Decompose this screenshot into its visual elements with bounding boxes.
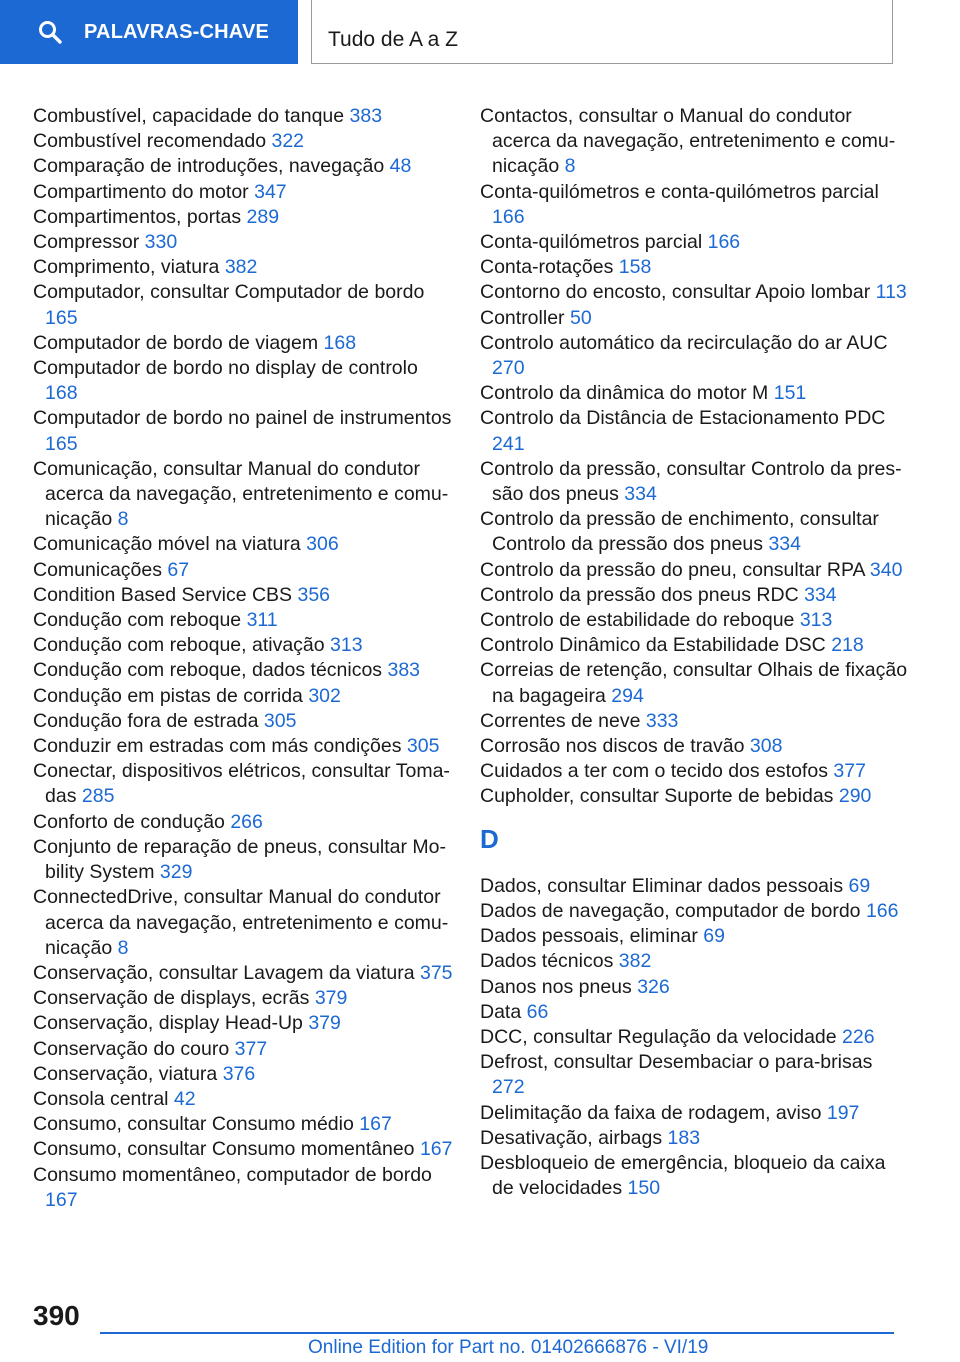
page-link[interactable]: 305: [263, 709, 297, 732]
index-entry: [33, 280, 453, 330]
index-entry-text: Desbloqueio de emergência, bloqueio da caixa de velocidades: [480, 1151, 886, 1200]
index-entry: [33, 230, 453, 255]
index-entry-text: Condução fora de estrada: [33, 709, 259, 732]
index-column-left: [33, 104, 453, 1213]
index-entry: [33, 608, 453, 633]
index-entry: [480, 1126, 910, 1151]
page-link[interactable]: 383: [387, 659, 421, 682]
page-link[interactable]: 166: [707, 231, 741, 254]
index-entry-text: Conservação, viatura: [33, 1062, 218, 1085]
index-entry: [480, 709, 910, 734]
index-entry: [33, 810, 453, 835]
index-entry-text: Computador de bordo no display de controlo: [33, 357, 418, 380]
page-link[interactable]: 347: [254, 180, 287, 203]
page-link[interactable]: 272: [492, 1076, 525, 1099]
index-entry-text: Condução com reboque: [33, 609, 242, 632]
index-entry: [480, 1151, 910, 1201]
index-entry-text: Combustível recomendado: [33, 130, 267, 153]
index-entry: [480, 874, 910, 899]
index-entry-text: Combustível, capacidade do tanque: [33, 105, 345, 127]
index-entry: [33, 1163, 453, 1213]
index-entry-text: Comunicação móvel na viatura: [33, 533, 301, 556]
index-entry-text: Consola central: [33, 1087, 169, 1110]
index-entry-text: Controlo da Distância de Estacionamento PDC: [480, 407, 886, 430]
page-link[interactable]: 302: [308, 684, 341, 707]
page-link[interactable]: 308: [749, 735, 783, 758]
index-entry: [33, 406, 453, 456]
footer-divider: [100, 1332, 894, 1334]
page-link[interactable]: 377: [833, 760, 866, 783]
index-entry: [480, 457, 910, 507]
index-entry-text: Correntes de neve: [480, 709, 641, 732]
index-entry: [480, 1050, 910, 1100]
page-link[interactable]: 313: [330, 634, 363, 657]
page-link[interactable]: 356: [297, 583, 331, 606]
index-entry: [480, 633, 910, 658]
index-entry: [33, 1011, 453, 1036]
page-link[interactable]: 330: [144, 231, 178, 254]
page-link[interactable]: 167: [419, 1138, 453, 1161]
index-entry: [33, 734, 453, 759]
index-section-c-continued: [480, 104, 910, 810]
page-link[interactable]: 48: [389, 155, 412, 178]
index-entry-text: Contorno do encosto, consultar Apoio lombar: [480, 281, 871, 304]
index-entry-text: ConnectedDrive, consultar Manual do condutor acerca da navegação, entretenimento e comunicação: [33, 886, 449, 959]
page-link[interactable]: 379: [308, 1012, 341, 1035]
index-entry-text: Conservação do couro: [33, 1037, 230, 1060]
page-link[interactable]: 382: [224, 256, 258, 279]
section-letter: D: [480, 823, 499, 854]
index-entry-text: Conectar, dispositivos elétricos, consultar Tomadas: [33, 760, 450, 808]
page-link[interactable]: 183: [667, 1126, 701, 1149]
index-entry: [33, 986, 453, 1011]
index-entry-text: Conjunto de reparação de pneus, consultar Mobility System: [33, 835, 447, 884]
index-entry: [480, 975, 910, 1000]
index-entry-text: Conforto de condução: [33, 810, 225, 833]
index-entry-text: Compressor: [33, 231, 140, 254]
page-link[interactable]: 8: [117, 936, 129, 959]
index-entry-text: Comunicações: [33, 558, 162, 581]
index-entry: [480, 734, 910, 759]
page-link[interactable]: 266: [230, 810, 263, 833]
index-entry-text: Controlo automático da recirculação do ar AUC: [480, 331, 888, 354]
index-entry-text: Controlo de estabilidade do reboque: [480, 609, 795, 632]
page-link[interactable]: 167: [45, 1188, 78, 1211]
index-entry: [33, 104, 453, 129]
header: [0, 0, 960, 66]
index-entry: [480, 507, 910, 557]
index-entry-text: Controlo da dinâmica do motor M: [480, 382, 769, 405]
index-entry: [33, 205, 453, 230]
page-link[interactable]: 66: [526, 1000, 549, 1023]
index-entry-text: Controller: [480, 306, 565, 329]
index-entry-text: Conta-rotações: [480, 256, 614, 279]
page-link[interactable]: 168: [45, 382, 78, 405]
page-link[interactable]: 382: [618, 950, 652, 973]
index-entry-text: Conduzir em estradas com más condições: [33, 735, 402, 758]
index-entry: [480, 104, 910, 180]
index-section-d: [480, 874, 910, 1202]
page-link[interactable]: 305: [406, 735, 440, 758]
page-link[interactable]: 150: [627, 1177, 661, 1200]
page-link[interactable]: 377: [234, 1037, 268, 1060]
index-entry-text: Consumo momentâneo, computador de bordo: [33, 1163, 432, 1186]
index-entry-text: Dados, consultar Eliminar dados pessoais: [480, 874, 844, 897]
index-entry: [33, 1087, 453, 1112]
page-link[interactable]: 306: [306, 533, 339, 556]
index-entry-text: Desativação, airbags: [480, 1126, 663, 1149]
index-entry: [33, 356, 453, 406]
search-icon: [38, 20, 62, 44]
index-entry: [33, 1137, 453, 1162]
index-entry-text: DCC, consultar Regulação da velocidade: [480, 1025, 837, 1048]
index-entry-text: Defrost, consultar Desembaciar o para-brisas: [480, 1051, 873, 1074]
index-entry-text: Corrosão nos discos de travão: [480, 735, 745, 758]
index-entry: [480, 306, 910, 331]
page-link[interactable]: 326: [637, 975, 670, 998]
page-link[interactable]: 322: [271, 130, 305, 153]
page-link[interactable]: 151: [773, 382, 807, 405]
page-link[interactable]: 67: [167, 558, 190, 581]
index-entry: [33, 1062, 453, 1087]
keywords-tab-label: PALAVRAS-CHAVE: [84, 20, 270, 43]
index-entry: [480, 381, 910, 406]
index-entry: [480, 583, 910, 608]
page-number: 390: [33, 1300, 80, 1331]
index-entry: [33, 1112, 453, 1137]
index-entry: [33, 633, 453, 658]
index-entry: [480, 608, 910, 633]
index-entry: [480, 331, 910, 381]
index-entry: [480, 406, 910, 456]
page-link[interactable]: 226: [842, 1025, 875, 1048]
index-entry-text: Condução em pistas de corrida: [33, 684, 303, 707]
index-entry-text: Cuidados a ter com o tecido dos estofos: [480, 760, 828, 783]
index-entry-text: Conta-quilómetros parcial: [480, 231, 703, 254]
index-entry-text: Comprimento, viatura: [33, 256, 220, 279]
page-link[interactable]: 375: [419, 961, 453, 984]
page-link[interactable]: 289: [246, 205, 280, 228]
page-link[interactable]: 333: [645, 709, 679, 732]
index-entry: [33, 885, 453, 961]
index-entry: [33, 154, 453, 179]
index-entry: [480, 899, 910, 924]
index-entry: [480, 230, 910, 255]
index-entry-text: Comunicação, consultar Manual do condutor acerca da navegação, entretenimento e comunicação: [33, 457, 449, 531]
page-link[interactable]: 376: [222, 1062, 256, 1085]
page-link[interactable]: 50: [569, 306, 592, 329]
page-link[interactable]: 313: [799, 609, 833, 632]
index-entry: [33, 255, 453, 280]
page-link[interactable]: 329: [159, 861, 193, 884]
page-link[interactable]: 334: [804, 583, 837, 606]
page-link[interactable]: 334: [624, 483, 657, 506]
index-entry: [33, 961, 453, 986]
page-link[interactable]: 8: [117, 508, 129, 531]
index-entry-text: Conta-quilómetros e conta-quilómetros parcial: [480, 180, 879, 203]
index-entry: [33, 709, 453, 734]
page-link[interactable]: 311: [246, 609, 278, 632]
page-link[interactable]: 241: [492, 432, 525, 455]
index-entry: [33, 558, 453, 583]
index-entry-text: Consumo, consultar Consumo momentâneo: [33, 1138, 415, 1161]
page-link[interactable]: 379: [314, 987, 348, 1010]
page-link[interactable]: 197: [826, 1101, 860, 1124]
page-link[interactable]: 69: [703, 925, 725, 948]
index-entry-text: Conservação de displays, ecrãs: [33, 987, 310, 1010]
index-entry-text: Comparação de introduções, navegação: [33, 155, 385, 178]
page-link[interactable]: 383: [349, 105, 383, 127]
index-entry: [480, 784, 910, 809]
index-entry-text: Computador, consultar Computador de bordo: [33, 281, 425, 304]
index-entry-text: Dados pessoais, eliminar: [480, 925, 698, 948]
index-entry: [33, 331, 453, 356]
index-entry: [480, 924, 910, 949]
index-entry-text: Controlo da pressão do pneu, consultar RPA: [480, 558, 865, 581]
index-entry-text: Controlo Dinâmico da Estabilidade DSC: [480, 634, 826, 657]
index-entry: [480, 1025, 910, 1050]
index-entry-text: Contactos, consultar o Manual do condutor acerca da navegação, entretenimento e comunicação: [480, 105, 896, 178]
page-link[interactable]: 285: [81, 785, 115, 808]
index-entry: [480, 949, 910, 974]
az-index-tab-label: Tudo de A a Z: [328, 28, 458, 51]
page-link[interactable]: 8: [564, 155, 576, 178]
index-entry: [33, 180, 453, 205]
index-entry: [33, 684, 453, 709]
index-entry: [480, 658, 910, 708]
page-link[interactable]: 340: [869, 558, 903, 581]
index-entry-text: Delimitação da faixa de rodagem, aviso: [480, 1101, 822, 1124]
index-entry: [33, 583, 453, 608]
page-link[interactable]: 168: [323, 331, 357, 354]
page-link[interactable]: 294: [611, 684, 644, 707]
page-link[interactable]: 334: [768, 533, 801, 556]
index-entry-text: Condução com reboque, dados técnicos: [33, 659, 383, 682]
index-entry-text: Dados técnicos: [480, 950, 614, 973]
index-entry: [33, 532, 453, 557]
index-entry-text: Cupholder, consultar Suporte de bebidas: [480, 785, 834, 808]
index-entry-text: Conservação, consultar Lavagem da viatura: [33, 961, 415, 984]
az-index-tab[interactable]: [311, 0, 893, 64]
index-entry: [480, 280, 910, 305]
index-entry: [480, 255, 910, 280]
index-entry-text: Correias de retenção, consultar Olhais de fixação na bagageira: [480, 659, 908, 707]
footer-edition-text: Online Edition for Part no. 01402666876 - VI/19: [308, 1337, 709, 1358]
index-entry: [480, 1000, 910, 1025]
index-entry-text: Condition Based Service CBS: [33, 583, 293, 606]
index-entry: [480, 180, 910, 230]
index-entry-text: Controlo da pressão, consultar Controlo da pressão dos pneus: [480, 457, 902, 506]
index-entry: [480, 1101, 910, 1126]
page-link[interactable]: 158: [618, 256, 652, 279]
index-entry-text: Consumo, consultar Consumo médio: [33, 1113, 354, 1136]
index-entry-text: Computador de bordo no painel de instrumentos: [33, 407, 452, 430]
index-entry-text: Danos nos pneus: [480, 975, 632, 998]
index-entry: [33, 457, 453, 533]
page-link[interactable]: 42: [173, 1087, 196, 1110]
index-entry-text: Data: [480, 1000, 522, 1023]
index-entry-text: Controlo da pressão dos pneus RDC: [480, 583, 799, 606]
index-entry: [480, 558, 910, 583]
page-link[interactable]: 166: [492, 205, 525, 228]
index-entry-text: Computador de bordo de viagem: [33, 331, 319, 354]
page-link[interactable]: 166: [865, 899, 899, 922]
index-entry: [33, 759, 453, 809]
page-link[interactable]: 270: [492, 357, 525, 380]
page-link[interactable]: 290: [838, 785, 872, 808]
index-entry-text: Controlo da pressão de enchimento, consultar Controlo da pressão dos pneus: [480, 508, 879, 556]
page-link[interactable]: 167: [359, 1113, 392, 1136]
keywords-tab[interactable]: [0, 0, 298, 64]
page-link[interactable]: 69: [848, 874, 871, 897]
index-entry: [33, 129, 453, 154]
index-entry-text: Compartimentos, portas: [33, 205, 242, 228]
index-entry: [33, 1037, 453, 1062]
index-entry-text: Compartimento do motor: [33, 180, 249, 203]
index-entry: [33, 835, 453, 885]
index-entry-text: Condução com reboque, ativação: [33, 634, 325, 657]
index-entry: [480, 759, 910, 784]
index-entry: [33, 658, 453, 683]
page-link[interactable]: 218: [831, 634, 864, 657]
index-entry-text: Dados de navegação, computador de bordo: [480, 899, 861, 922]
page-link[interactable]: 165: [45, 306, 78, 329]
index-column-right: [480, 104, 910, 1201]
index-entry-text: Conservação, display Head-Up: [33, 1012, 303, 1035]
page-link[interactable]: 165: [45, 432, 78, 455]
page-link[interactable]: 113: [875, 281, 907, 304]
